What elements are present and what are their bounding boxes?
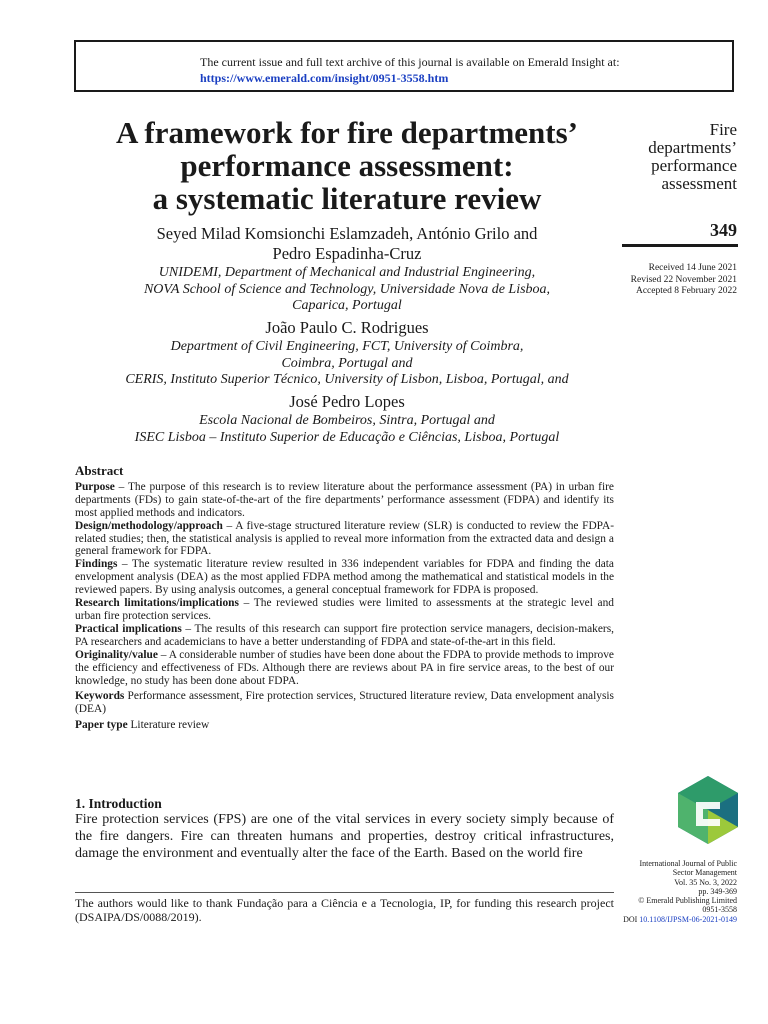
author-group-1: Seyed Milad Komsionchi Eslamzadeh, António Grilo and Pedro Espadinha-Cruz [156,224,538,263]
abstract-findings: Findings – The systematic literature review resulted in 336 independent variables for FDPA and finding the data envelopment analysis (DEA) as the most applied FDPA method among the mathematical and statistical models in the reviewed papers. By using analysis outcomes, a general conceptual framework for FDPA is proposed. [75,558,614,597]
abstract-purpose: Purpose – The purpose of this research is to review literature about the performance assessment (PA) in urban fire departments (FDs) to gain state-of-the-art of the fire departments’ performance assessment (FDPA) and identify its most applied methods and indicators. [75,480,614,519]
title-line-1: A framework for fire departments’ [115,115,578,150]
abstract-design: Design/methodology/approach – A five-stage structured literature review (SLR) is conducted to review the FDPA-related studies; then, the statistical analysis is applied to reveal more information from the extracted data and design a general framework for FDPA. [75,519,614,558]
emerald-logo-icon [676,776,740,844]
abstract-originality: Originality/value – A considerable number of studies have been done about the FDPA to provide methods to improve the efficiency and effectiveness of FDs. Although there are reviews about PA in fire service areas, to the best of our knowledge, no study has been done about FDPA. [75,648,614,687]
accepted-date: Accepted 8 February 2022 [635,286,737,296]
title-line-2: performance assessment: [180,148,514,183]
journal-name: International Journal of Public [639,859,737,868]
journal-archive-notice [74,40,734,92]
journal-citation: International Journal of Public Sector Management Vol. 35 No. 3, 2022 pp. 349-369 © Emerald Publishing Limited 0951-3558 DOI 10.1108/IJPSM-06-2021-0149 [600,859,737,924]
abstract-paper-type: Paper type Literature review [75,719,210,732]
abstract-heading: Abstract [75,463,124,478]
affiliation-1: UNIDEMI, Department of Mechanical and Industrial Engineering, NOVA School of Science and Technology, Universidade Nova de Lisboa, Caparica, Portugal [143,265,551,313]
issn: 0951-3558 [702,905,737,915]
affiliation-3: Escola Nacional de Bombeiros, Sintra, Portugal and ISEC Lisboa – Instituto Superior de Educação e Ciências, Lisboa, Portugal [134,413,560,445]
title-line-3: a systematic literature review [152,181,542,216]
funding-footnote: The authors would like to thank Fundação para a Ciência e a Tecnologia, IP, for funding this research project (DSAIPA/DS/0088/2019). [75,896,614,924]
doi-link[interactable]: 10.1108/IJPSM-06-2021-0149 [639,914,737,924]
received-date: Received 14 June 2021 [648,263,737,273]
running-title: Fire departments’ performance assessment [648,120,737,193]
abstract-limitations: Research limitations/implications – The reviewed studies were limited to assessments at the strategic level and urban fire protection services. [75,597,614,622]
volume-issue: Vol. 35 No. 3, 2022 [674,877,737,887]
page-number: 349 [710,220,737,240]
page-range: pp. 349-369 [698,886,737,896]
archive-notice-text: The current issue and full text archive of this journal is available on Emerald Insight at: [200,55,620,69]
journal-url-link[interactable]: https://www.emerald.com/insight/0951-3558.htm [200,71,449,85]
doi-line: DOI 10.1108/IJPSM-06-2021-0149 [623,914,737,924]
copyright: © Emerald Publishing Limited [638,896,737,906]
revised-date: Revised 22 November 2021 [630,274,737,285]
author-2: João Paulo C. Rodrigues [265,318,429,337]
abstract-section [75,465,614,732]
sidebar-divider [622,244,738,247]
abstract-keywords: Keywords Performance assessment, Fire protection services, Structured literature review, Data envelopment analysis (DEA) [75,690,614,716]
author-3: José Pedro Lopes [289,392,405,411]
introduction-heading: 1. Introduction [75,796,162,811]
footnote-divider [75,892,614,893]
introduction-text: Fire protection services (FPS) are one of the vital services in every society simply because of the fire dangers. Fire can threaten humans and properties, destroy critical infrastructures, damage the environment and eventually alter the face of the Earth. Based on the world fire [75,812,614,861]
affiliation-2: Department of Civil Engineering, FCT, University of Coimbra, Coimbra, Portugal and CERIS, Instituto Superior Técnico, University of Lisbon, Lisboa, Portugal, and [125,339,569,387]
abstract-practical: Practical implications – The results of this research can support fire protection service managers, decision-makers, PA researchers and academicians to have a better understanding of FDPA and state-of-the-art in this field. [75,622,614,648]
article-title [74,116,620,215]
article-history [600,263,737,298]
